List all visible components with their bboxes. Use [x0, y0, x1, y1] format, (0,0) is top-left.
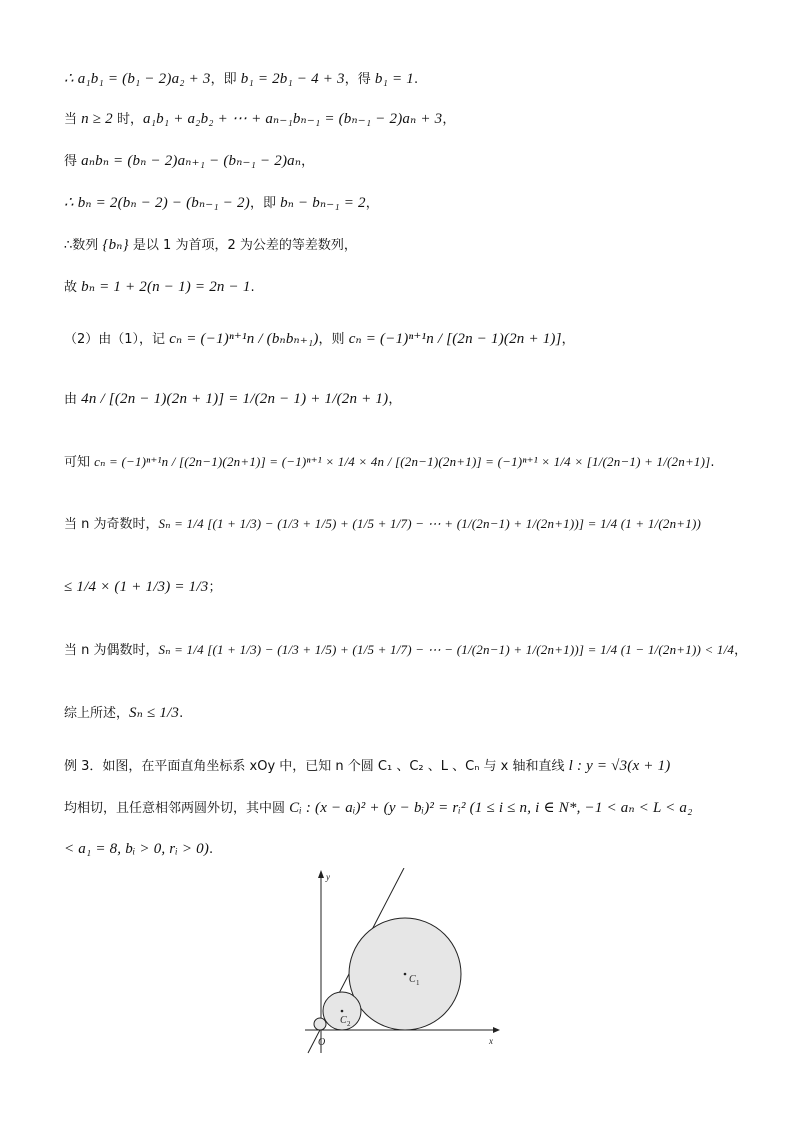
line-15	[64, 799, 693, 817]
eq: ∴ a₁b₁ = (b₁ − 2)a₂ + 3	[64, 71, 211, 87]
t: .	[710, 455, 715, 470]
origin-label: O	[318, 1037, 326, 1048]
t: ，	[561, 332, 575, 347]
line-13	[64, 704, 183, 722]
eq: Sₙ ≤ 1/3	[129, 705, 180, 721]
x-axis-label: x	[489, 1036, 493, 1046]
eq: cₙ = (−1)ⁿ⁺¹n / (bₙbₙ₊₁)	[169, 331, 319, 347]
t: ，	[365, 196, 379, 211]
eq: < a₁ = 8, bᵢ > 0, rᵢ > 0)	[64, 841, 210, 857]
t: .	[250, 280, 255, 295]
c2-label: C	[340, 1015, 347, 1026]
t: ，	[388, 392, 402, 407]
line-8	[64, 390, 401, 408]
line-6	[64, 278, 255, 296]
c1-sub-label: 1	[416, 979, 420, 987]
t: ，	[301, 154, 315, 169]
figure-svg	[280, 868, 510, 1058]
t: 当 n 为偶数时，	[64, 643, 159, 658]
eq: Sₙ = 1/4 [(1 + 1/3) − (1/3 + 1/5) + (1/5 + 1/7) − ⋯ − (1/(2n−1) + 1/(2n+1))] = 1/4 (1 − 1/(2n+1)) < 1/4	[158, 642, 735, 657]
t: 故	[64, 280, 82, 295]
t: .	[413, 72, 419, 87]
eq: b₁ = 1	[374, 71, 414, 87]
c2-sub-label: 2	[347, 1020, 351, 1028]
eq: bₙ − bₙ₋₁ = 2	[280, 195, 366, 211]
x-axis-arrow	[493, 1027, 500, 1033]
t: 得	[64, 154, 82, 169]
t: .	[209, 842, 214, 857]
eq: cₙ = (−1)ⁿ⁺¹n / [(2n − 1)(2n + 1)]	[348, 331, 562, 347]
t: 时，	[112, 112, 144, 127]
line-7	[64, 330, 575, 348]
circle-tangent-figure	[280, 868, 510, 1062]
t: 是以 1 为首项，2 为公差的等差数列，	[128, 238, 357, 253]
y-axis-arrow	[318, 870, 324, 878]
t: 例 3．如图，在平面直角坐标系 xOy 中，已知 n 个圆 C₁ 、C₂ 、L 、Cₙ 与 x 轴和直线	[64, 759, 569, 774]
line-4	[64, 194, 379, 212]
line-3	[64, 152, 314, 170]
eq: ≤ 1/4 × (1 + 1/3) = 1/3	[64, 579, 209, 595]
t: ，则	[318, 332, 349, 347]
t: .	[179, 706, 184, 721]
t: 可知	[64, 455, 95, 470]
line-2	[64, 110, 455, 128]
eq: l : y = √3(x + 1)	[568, 758, 671, 774]
line-10	[64, 516, 701, 533]
eq: aₙbₙ = (bₙ − 2)aₙ₊₁ − (bₙ₋₁ − 2)aₙ	[81, 153, 302, 169]
t: （2）由（1），记	[64, 332, 170, 347]
line-16	[64, 840, 213, 858]
c1-label: C	[409, 974, 416, 985]
t: 当 n 为奇数时，	[64, 517, 159, 532]
t: 综上所述，	[64, 706, 130, 721]
eq: bₙ = 1 + 2(n − 1) = 2n − 1	[81, 279, 251, 295]
eq: b₁ = 2b₁ − 4 + 3	[240, 71, 345, 87]
eq: a₁b₁ + a₂b₂ + ⋯ + aₙ₋₁bₙ₋₁ = (bₙ₋₁ − 2)aₙ + 3	[143, 111, 443, 127]
t: ，即	[249, 196, 281, 211]
t: 当	[64, 112, 82, 127]
line-1	[64, 70, 418, 88]
eq: ∴ bₙ = 2(bₙ − 2) − (bₙ₋₁ − 2)	[64, 195, 250, 211]
line-9	[64, 454, 715, 471]
line-12	[64, 642, 747, 659]
eq: cₙ = (−1)ⁿ⁺¹n / [(2n−1)(2n+1)] = (−1)ⁿ⁺¹ × 1/4 × 4n / [(2n−1)(2n+1)] = (−1)ⁿ⁺¹ × 1/4 × [1/(2n−1) + 1/(2n+1)]	[94, 454, 711, 469]
line-5	[64, 236, 357, 254]
t: ，得	[344, 72, 375, 87]
t: ，	[734, 643, 748, 658]
eq: Cᵢ : (x − aᵢ)² + (y − bᵢ)² = rᵢ² (1 ≤ i ≤ n, i ∈ N*, −1 < aₙ < L < a₂	[289, 800, 693, 816]
t: ，即	[210, 72, 241, 87]
eq: Sₙ = 1/4 [(1 + 1/3) − (1/3 + 1/5) + (1/5 + 1/7) − ⋯ + (1/(2n−1) + 1/(2n+1))] = 1/4 (1 + 1/(2n+1))	[158, 516, 702, 531]
eq: n ≥ 2	[81, 111, 113, 127]
t: 由	[64, 392, 82, 407]
eq: {bₙ}	[102, 237, 129, 253]
eq: 4n / [(2n − 1)(2n + 1)] = 1/(2n − 1) + 1/(2n + 1)	[81, 391, 389, 407]
t: ，	[442, 112, 456, 127]
circle-c3	[314, 1018, 326, 1030]
t: ；	[208, 580, 222, 595]
c1-center-dot	[404, 973, 407, 976]
t: 均相切，且任意相邻两圆外切，其中圆	[64, 801, 290, 816]
y-axis-label: y	[326, 872, 330, 882]
t: ∴数列	[64, 238, 103, 253]
line-14	[64, 757, 670, 775]
c2-center-dot	[341, 1010, 344, 1013]
line-11	[64, 578, 221, 596]
